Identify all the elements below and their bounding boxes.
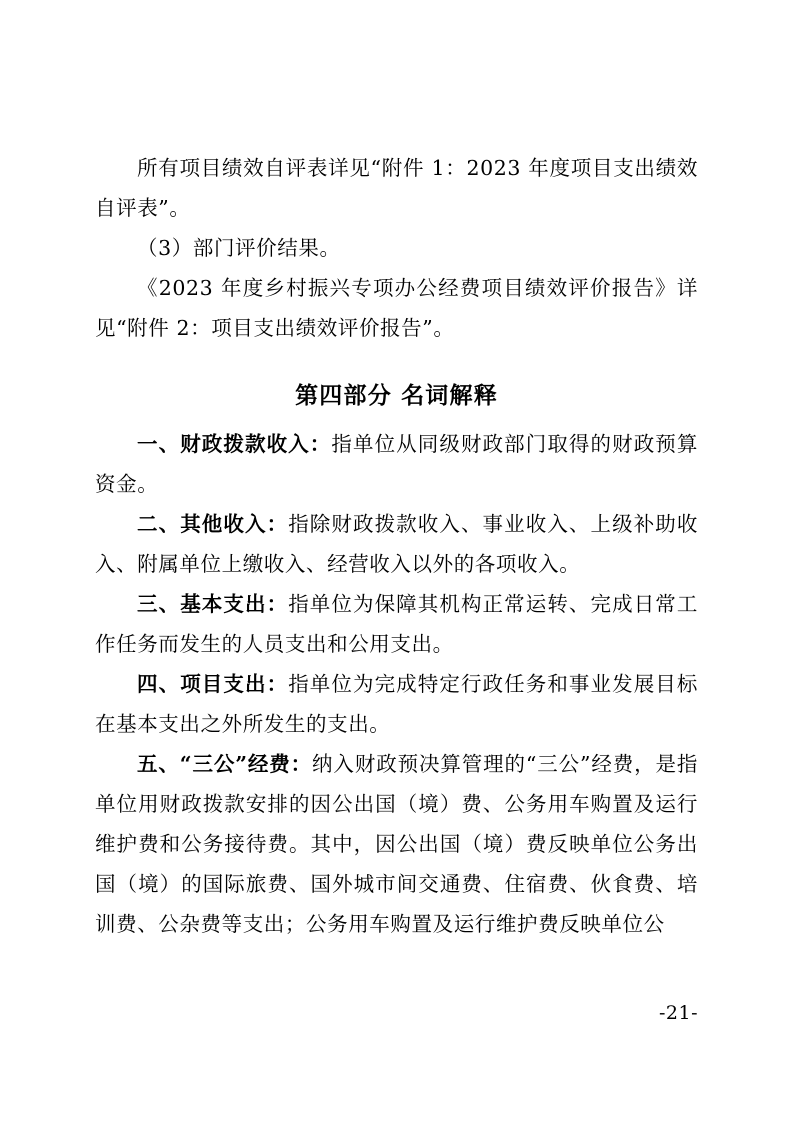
page-number: -21-	[658, 1002, 698, 1024]
term-entry-2	[95, 504, 698, 584]
term-body-3: 指单位为保障其机构正常运转、完成日常工作任务而发生的人员支出和公用支出。	[95, 592, 698, 656]
term-entry-4	[95, 664, 698, 744]
section-heading-part-four: 第四部分 名词解释	[295, 382, 498, 409]
paragraph-department-result-title: （3）部门评价结果。	[137, 236, 341, 260]
paragraph-evaluation-report: 《2023 年度乡村振兴专项办公经费项目绩效评价报告》详见“附件 2：项目支出绩效评价报告”。	[95, 276, 698, 340]
term-label-5: 五、“三公”经费：	[137, 752, 313, 776]
term-label-4: 四、项目支出：	[137, 672, 289, 696]
spacer-before-heading	[95, 348, 698, 376]
term-entry-5	[95, 744, 698, 944]
term-body-2: 指除财政拨款收入、事业收入、上级补助收入、附属单位上缴收入、经营收入以外的各项收入。	[95, 512, 698, 576]
term-label-2: 二、其他收入：	[137, 512, 289, 536]
term-entry-3	[95, 584, 698, 664]
term-label-3: 三、基本支出：	[137, 592, 289, 616]
spacer-after-heading	[95, 416, 698, 424]
term-body-5: 纳入财政预决算管理的“三公”经费，是指单位用财政拨款安排的因公出国（境）费、公务用车购置及运行维护费和公务接待费。其中，因公出国（境）费反映单位公务出国（境）的国际旅费、国外城市间交通费、住宿费、伙食费、培训费、公杂费等支出；公务用车购置及运行维护费反映单位公	[95, 752, 698, 936]
term-body-4: 指单位为完成特定行政任务和事业发展目标在基本支出之外所发生的支出。	[95, 672, 698, 736]
term-label-1: 一、财政拨款收入：	[137, 432, 332, 456]
paragraph-attachment-note: 所有项目绩效自评表详见“附件 1：2023 年度项目支出绩效自评表”。	[95, 156, 698, 220]
term-body-1: 指单位从同级财政部门取得的财政预算资金。	[95, 432, 698, 496]
term-entry-1	[95, 424, 698, 504]
